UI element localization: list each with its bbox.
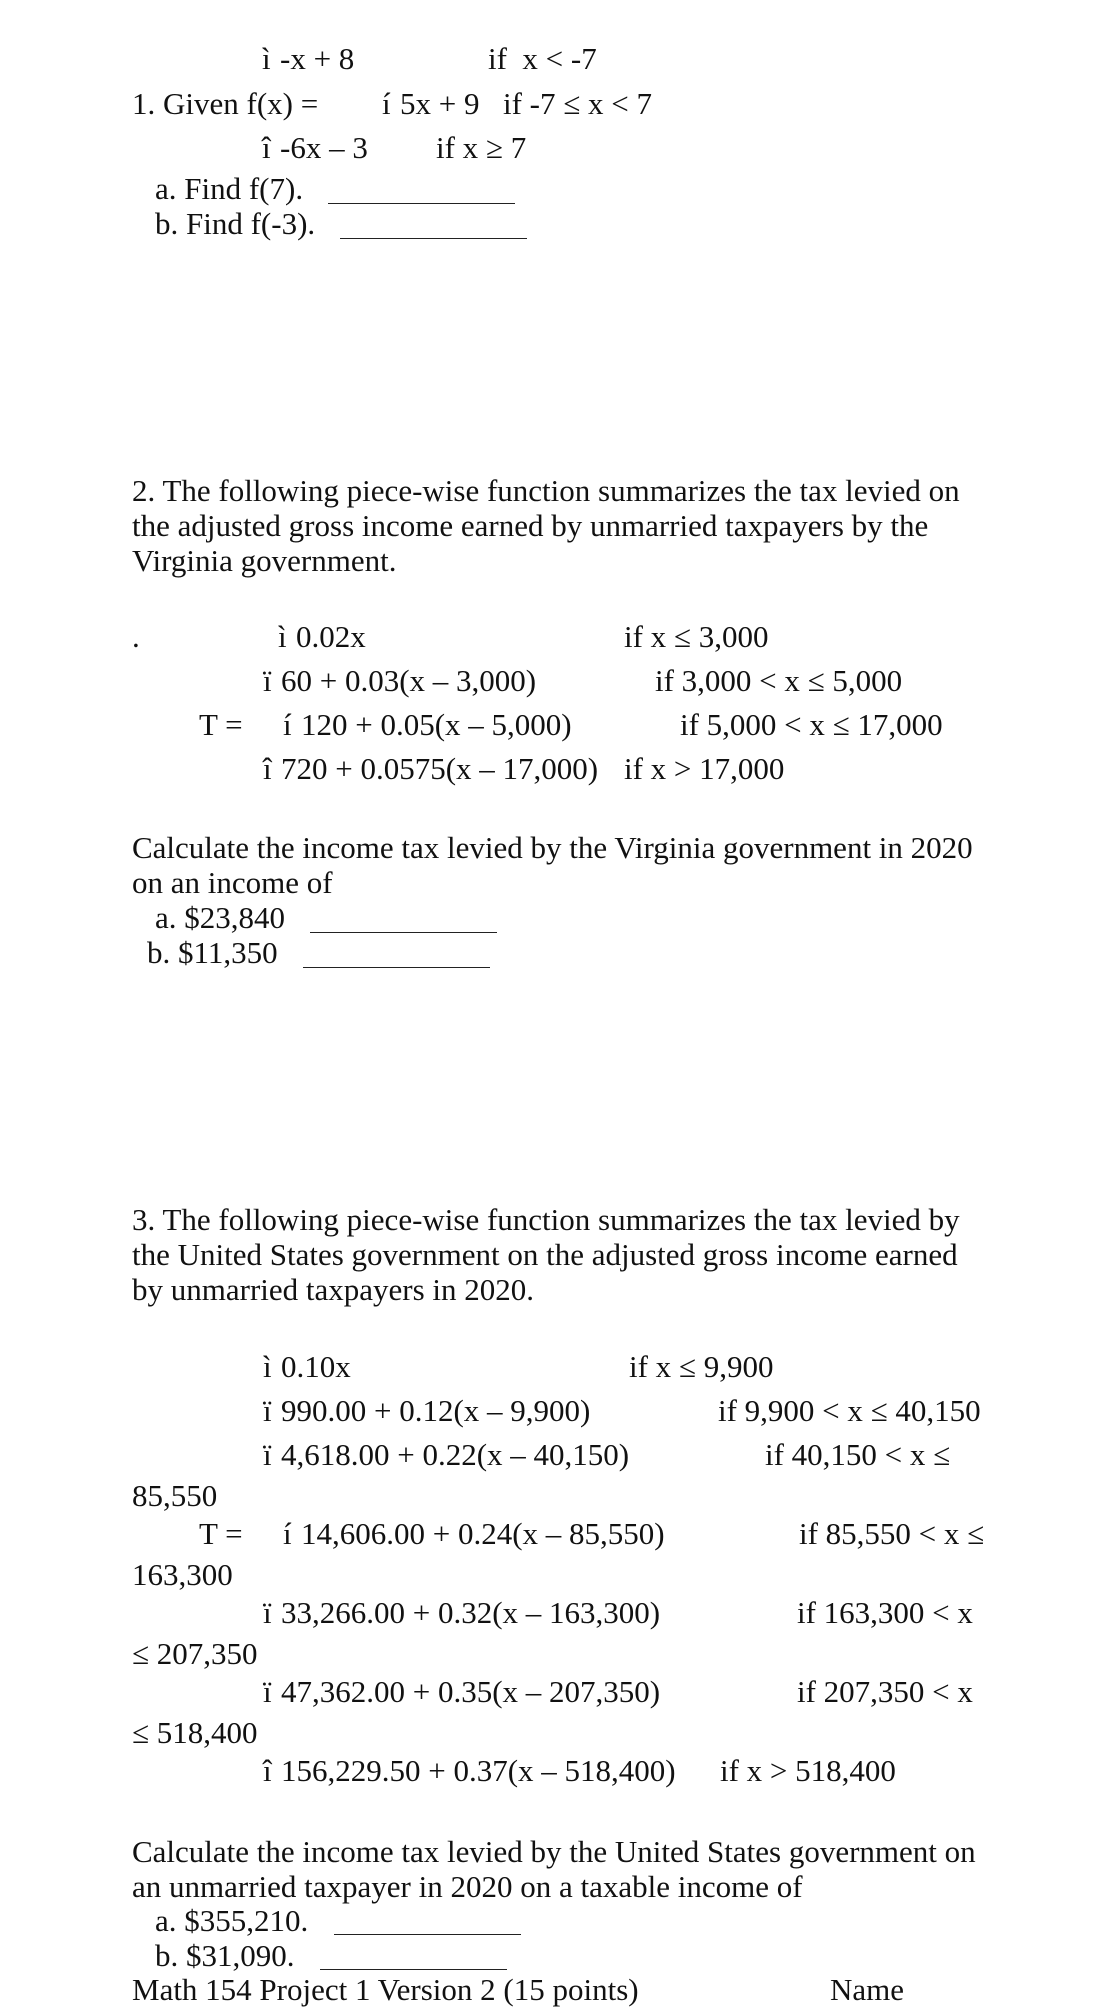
q2-piece-1-expr: 0.02x: [296, 619, 366, 654]
q3-brace-6: ï: [263, 1674, 272, 1709]
q2-intro-line-3: Virginia government.: [132, 543, 397, 578]
q2-answer-blank-b[interactable]: [303, 967, 490, 968]
q2-question-line-1: Calculate the income tax levied by the Virginia government in 2020: [132, 830, 973, 865]
q2-brace-4: î: [263, 751, 272, 786]
q2-intro-line-1: 2. The following piece-wise function summarizes the tax levied on: [132, 473, 960, 508]
q1-brace-bot: î: [262, 130, 271, 165]
q3-piece-1-expr: 0.10x: [281, 1349, 351, 1384]
q1-brace-top: ì: [262, 41, 271, 76]
q2-piece-4-cond: if x > 17,000: [624, 751, 785, 786]
q3-answer-blank-b[interactable]: [320, 1969, 507, 1970]
q3-piece-6-cond: if 207,350 < x: [797, 1674, 973, 1709]
q2-piece-3-cond: if 5,000 < x ≤ 17,000: [680, 707, 943, 742]
q2-label: T =: [199, 707, 243, 742]
q3-piece-1-cond: if x ≤ 9,900: [629, 1349, 774, 1384]
q3-piece-3-cond: if 40,150 < x ≤: [765, 1437, 951, 1472]
q3-question-line-1: Calculate the income tax levied by the United States government on: [132, 1834, 976, 1869]
q2-piece-4-expr: 720 + 0.0575(x – 17,000): [281, 751, 599, 786]
footer-title: Math 154 Project 1 Version 2 (15 points): [132, 1972, 639, 2007]
q2-piece-2-cond: if 3,000 < x ≤ 5,000: [655, 663, 903, 698]
q3-brace-2: ï: [263, 1393, 272, 1428]
q3-label: T =: [199, 1516, 243, 1551]
q3-brace-1: ì: [263, 1349, 272, 1384]
q3-item-a: a. $355,210.: [155, 1903, 309, 1938]
q3-piece-5-expr: 33,266.00 + 0.32(x – 163,300): [281, 1595, 661, 1630]
q3-piece-2-expr: 990.00 + 0.12(x – 9,900): [281, 1393, 591, 1428]
q3-brace-5: ï: [263, 1595, 272, 1630]
q3-piece-5-wrap: ≤ 207,350: [132, 1636, 258, 1671]
q3-piece-3-wrap: 85,550: [132, 1478, 218, 1513]
q2-piece-1-cond: if x ≤ 3,000: [624, 619, 769, 654]
q3-question-line-2: an unmarried taxpayer in 2020 on a taxable income of: [132, 1869, 803, 1904]
q1-piece-3-expr: -6x – 3: [280, 130, 368, 165]
q1-brace-mid: í: [382, 86, 391, 121]
q3-piece-6-wrap: ≤ 518,400: [132, 1715, 258, 1750]
q2-item-a: a. $23,840: [155, 900, 286, 935]
q2-piece-2-expr: 60 + 0.03(x – 3,000): [281, 663, 537, 698]
q2-item-b: b. $11,350: [147, 935, 278, 970]
q3-answer-blank-a[interactable]: [334, 1934, 521, 1935]
q3-piece-5-cond: if 163,300 < x: [797, 1595, 973, 1630]
q2-answer-blank-a[interactable]: [310, 932, 497, 933]
q1-answer-blank-a[interactable]: [328, 203, 515, 204]
q1-prompt: 1. Given f(x) =: [132, 86, 319, 121]
q3-piece-4-cond: if 85,550 < x ≤: [799, 1516, 985, 1551]
q1-piece-1-expr: -x + 8: [280, 41, 355, 76]
q3-piece-7-cond: if x > 518,400: [720, 1753, 896, 1788]
q3-piece-6-expr: 47,362.00 + 0.35(x – 207,350): [281, 1674, 661, 1709]
q3-intro-line-3: by unmarried taxpayers in 2020.: [132, 1272, 535, 1307]
q1-piece-2-expr: 5x + 9: [400, 86, 480, 121]
q1-item-a: a. Find f(7).: [155, 171, 304, 206]
q3-brace-4: í: [283, 1516, 292, 1551]
q2-question-line-2: on an income of: [132, 865, 333, 900]
q2-brace-2: ï: [263, 663, 272, 698]
q3-intro-line-1: 3. The following piece-wise function summarizes the tax levied by: [132, 1202, 960, 1237]
q1-answer-blank-b[interactable]: [340, 238, 527, 239]
q1-item-b: b. Find f(-3).: [155, 206, 316, 241]
q3-piece-4-wrap: 163,300: [132, 1557, 233, 1592]
q2-piece-3-expr: 120 + 0.05(x – 5,000): [301, 707, 572, 742]
q3-brace-7: î: [263, 1753, 272, 1788]
q1-piece-1-cond: if x < -7: [488, 41, 597, 76]
q3-piece-4-expr: 14,606.00 + 0.24(x – 85,550): [301, 1516, 665, 1551]
q3-piece-7-expr: 156,229.50 + 0.37(x – 518,400): [281, 1753, 676, 1788]
q2-brace-1: ì: [278, 619, 287, 654]
q1-piece-3-cond: if x ≥ 7: [436, 130, 527, 165]
footer-name-label: Name: [830, 1972, 905, 2007]
q2-intro-line-2: the adjusted gross income earned by unmarried taxpayers by the: [132, 508, 929, 543]
q3-piece-2-cond: if 9,900 < x ≤ 40,150: [718, 1393, 981, 1428]
q3-piece-3-expr: 4,618.00 + 0.22(x – 40,150): [281, 1437, 630, 1472]
q3-brace-3: ï: [263, 1437, 272, 1472]
q3-intro-line-2: the United States government on the adjusted gross income earned: [132, 1237, 958, 1272]
q2-dot: .: [132, 619, 140, 654]
q3-item-b: b. $31,090.: [155, 1938, 295, 1973]
q1-piece-2-cond: if -7 ≤ x < 7: [503, 86, 653, 121]
q2-brace-3: í: [283, 707, 292, 742]
